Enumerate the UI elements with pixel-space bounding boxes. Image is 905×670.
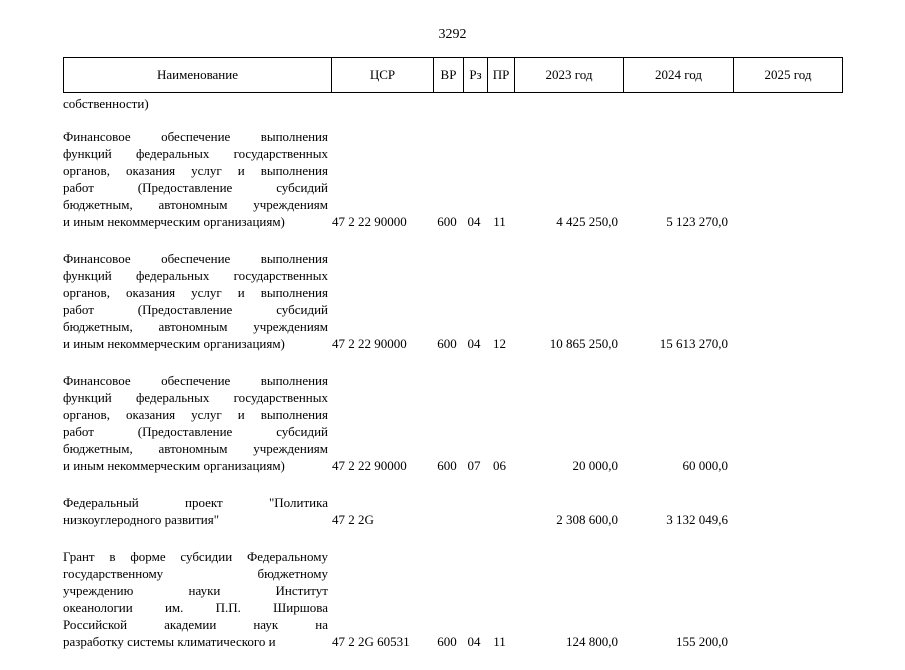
header-2025: 2025 год <box>733 58 842 92</box>
row-vr: 600 <box>437 458 457 473</box>
row-name-line: органов, оказания услуг и выполнения <box>63 285 328 300</box>
row-name-line: океанологии им. П.П. Ширшова <box>63 600 328 615</box>
header-name: Наименование <box>157 67 238 82</box>
row-name <box>63 128 330 230</box>
row-2023: 2 308 600,0 <box>556 512 618 527</box>
row-name-line: низкоуглеродного развития" <box>63 512 220 527</box>
row-name-line: Российской академии наук на <box>63 617 328 632</box>
row-csr: 47 2 22 90000 <box>332 214 407 229</box>
row-rz: 07 <box>467 458 481 473</box>
row-name-line: функций федеральных государственных <box>63 268 328 283</box>
row-name-line: Финансовое обеспечение выполнения <box>63 373 328 388</box>
table-row <box>63 372 841 474</box>
row-2024: 155 200,0 <box>676 634 728 649</box>
row-name-line: государственному бюджетному <box>63 566 328 581</box>
row-pr: 11 <box>493 214 506 229</box>
row-name-line: работ (Предоставление субсидий <box>63 424 328 439</box>
row-name-line: бюджетным, автономным учреждениям <box>63 441 328 456</box>
page-number: 3292 <box>438 27 467 42</box>
row-name-line: органов, оказания услуг и выполнения <box>63 407 328 422</box>
row-name-line: собственности) <box>63 96 149 111</box>
row-name <box>63 494 330 528</box>
row-name-line: работ (Предоставление субсидий <box>63 302 328 317</box>
row-name-line: функций федеральных государственных <box>63 390 328 405</box>
row-name-line: Финансовое обеспечение выполнения <box>63 129 328 144</box>
row-vr: 600 <box>437 634 457 649</box>
table-row <box>63 95 841 112</box>
row-name-line: бюджетным, автономным учреждениям <box>63 197 328 212</box>
row-name <box>63 548 330 650</box>
row-name-line: разработку системы климатического и <box>63 634 276 649</box>
row-2023: 20 000,0 <box>572 458 618 473</box>
row-name-line: бюджетным, автономным учреждениям <box>63 319 328 334</box>
header-rz: Рз <box>463 58 487 92</box>
row-csr: 47 2 2G 60531 <box>332 634 410 649</box>
row-pr: 12 <box>493 336 506 351</box>
row-name-line: работ (Предоставление субсидий <box>63 180 328 195</box>
row-rz: 04 <box>467 214 481 229</box>
row-2023: 124 800,0 <box>566 634 618 649</box>
row-name-line: Грант в форме субсидии Федеральному <box>63 549 328 564</box>
header-vr: ВР <box>433 58 463 92</box>
row-csr: 47 2 2G <box>332 512 374 527</box>
row-name-line: и иным некоммерческим организациям) <box>63 336 285 351</box>
table-header <box>63 57 843 93</box>
table-body <box>63 95 841 670</box>
row-csr: 47 2 22 90000 <box>332 458 407 473</box>
row-2024: 5 123 270,0 <box>666 214 728 229</box>
row-pr: 06 <box>493 458 506 473</box>
header-2024: 2024 год <box>623 58 733 92</box>
row-2024: 15 613 270,0 <box>659 336 728 351</box>
row-vr: 600 <box>437 214 457 229</box>
row-name-line: Федеральный проект "Политика <box>63 495 328 510</box>
header-2023: 2023 год <box>514 58 623 92</box>
row-name <box>63 250 330 352</box>
table-row <box>63 128 841 230</box>
table-row <box>63 250 841 352</box>
table-row <box>63 548 841 650</box>
row-2024: 3 132 049,6 <box>666 512 728 527</box>
row-2024: 60 000,0 <box>682 458 728 473</box>
row-name-line: и иным некоммерческим организациям) <box>63 458 285 473</box>
row-pr: 11 <box>493 634 506 649</box>
header-csr: ЦСР <box>331 58 433 92</box>
row-csr: 47 2 22 90000 <box>332 336 407 351</box>
row-rz: 04 <box>467 634 481 649</box>
row-name <box>63 372 330 474</box>
table-row <box>63 494 841 528</box>
row-name-line: функций федеральных государственных <box>63 146 328 161</box>
row-name-line: и иным некоммерческим организациям) <box>63 214 285 229</box>
row-2023: 10 865 250,0 <box>549 336 618 351</box>
row-vr: 600 <box>437 336 457 351</box>
row-2023: 4 425 250,0 <box>556 214 618 229</box>
header-pr: ПР <box>487 58 514 92</box>
row-name-line: учреждению науки Институт <box>63 583 328 598</box>
row-name <box>63 95 330 112</box>
row-rz: 04 <box>467 336 481 351</box>
row-name-line: Финансовое обеспечение выполнения <box>63 251 328 266</box>
row-name-line: органов, оказания услуг и выполнения <box>63 163 328 178</box>
